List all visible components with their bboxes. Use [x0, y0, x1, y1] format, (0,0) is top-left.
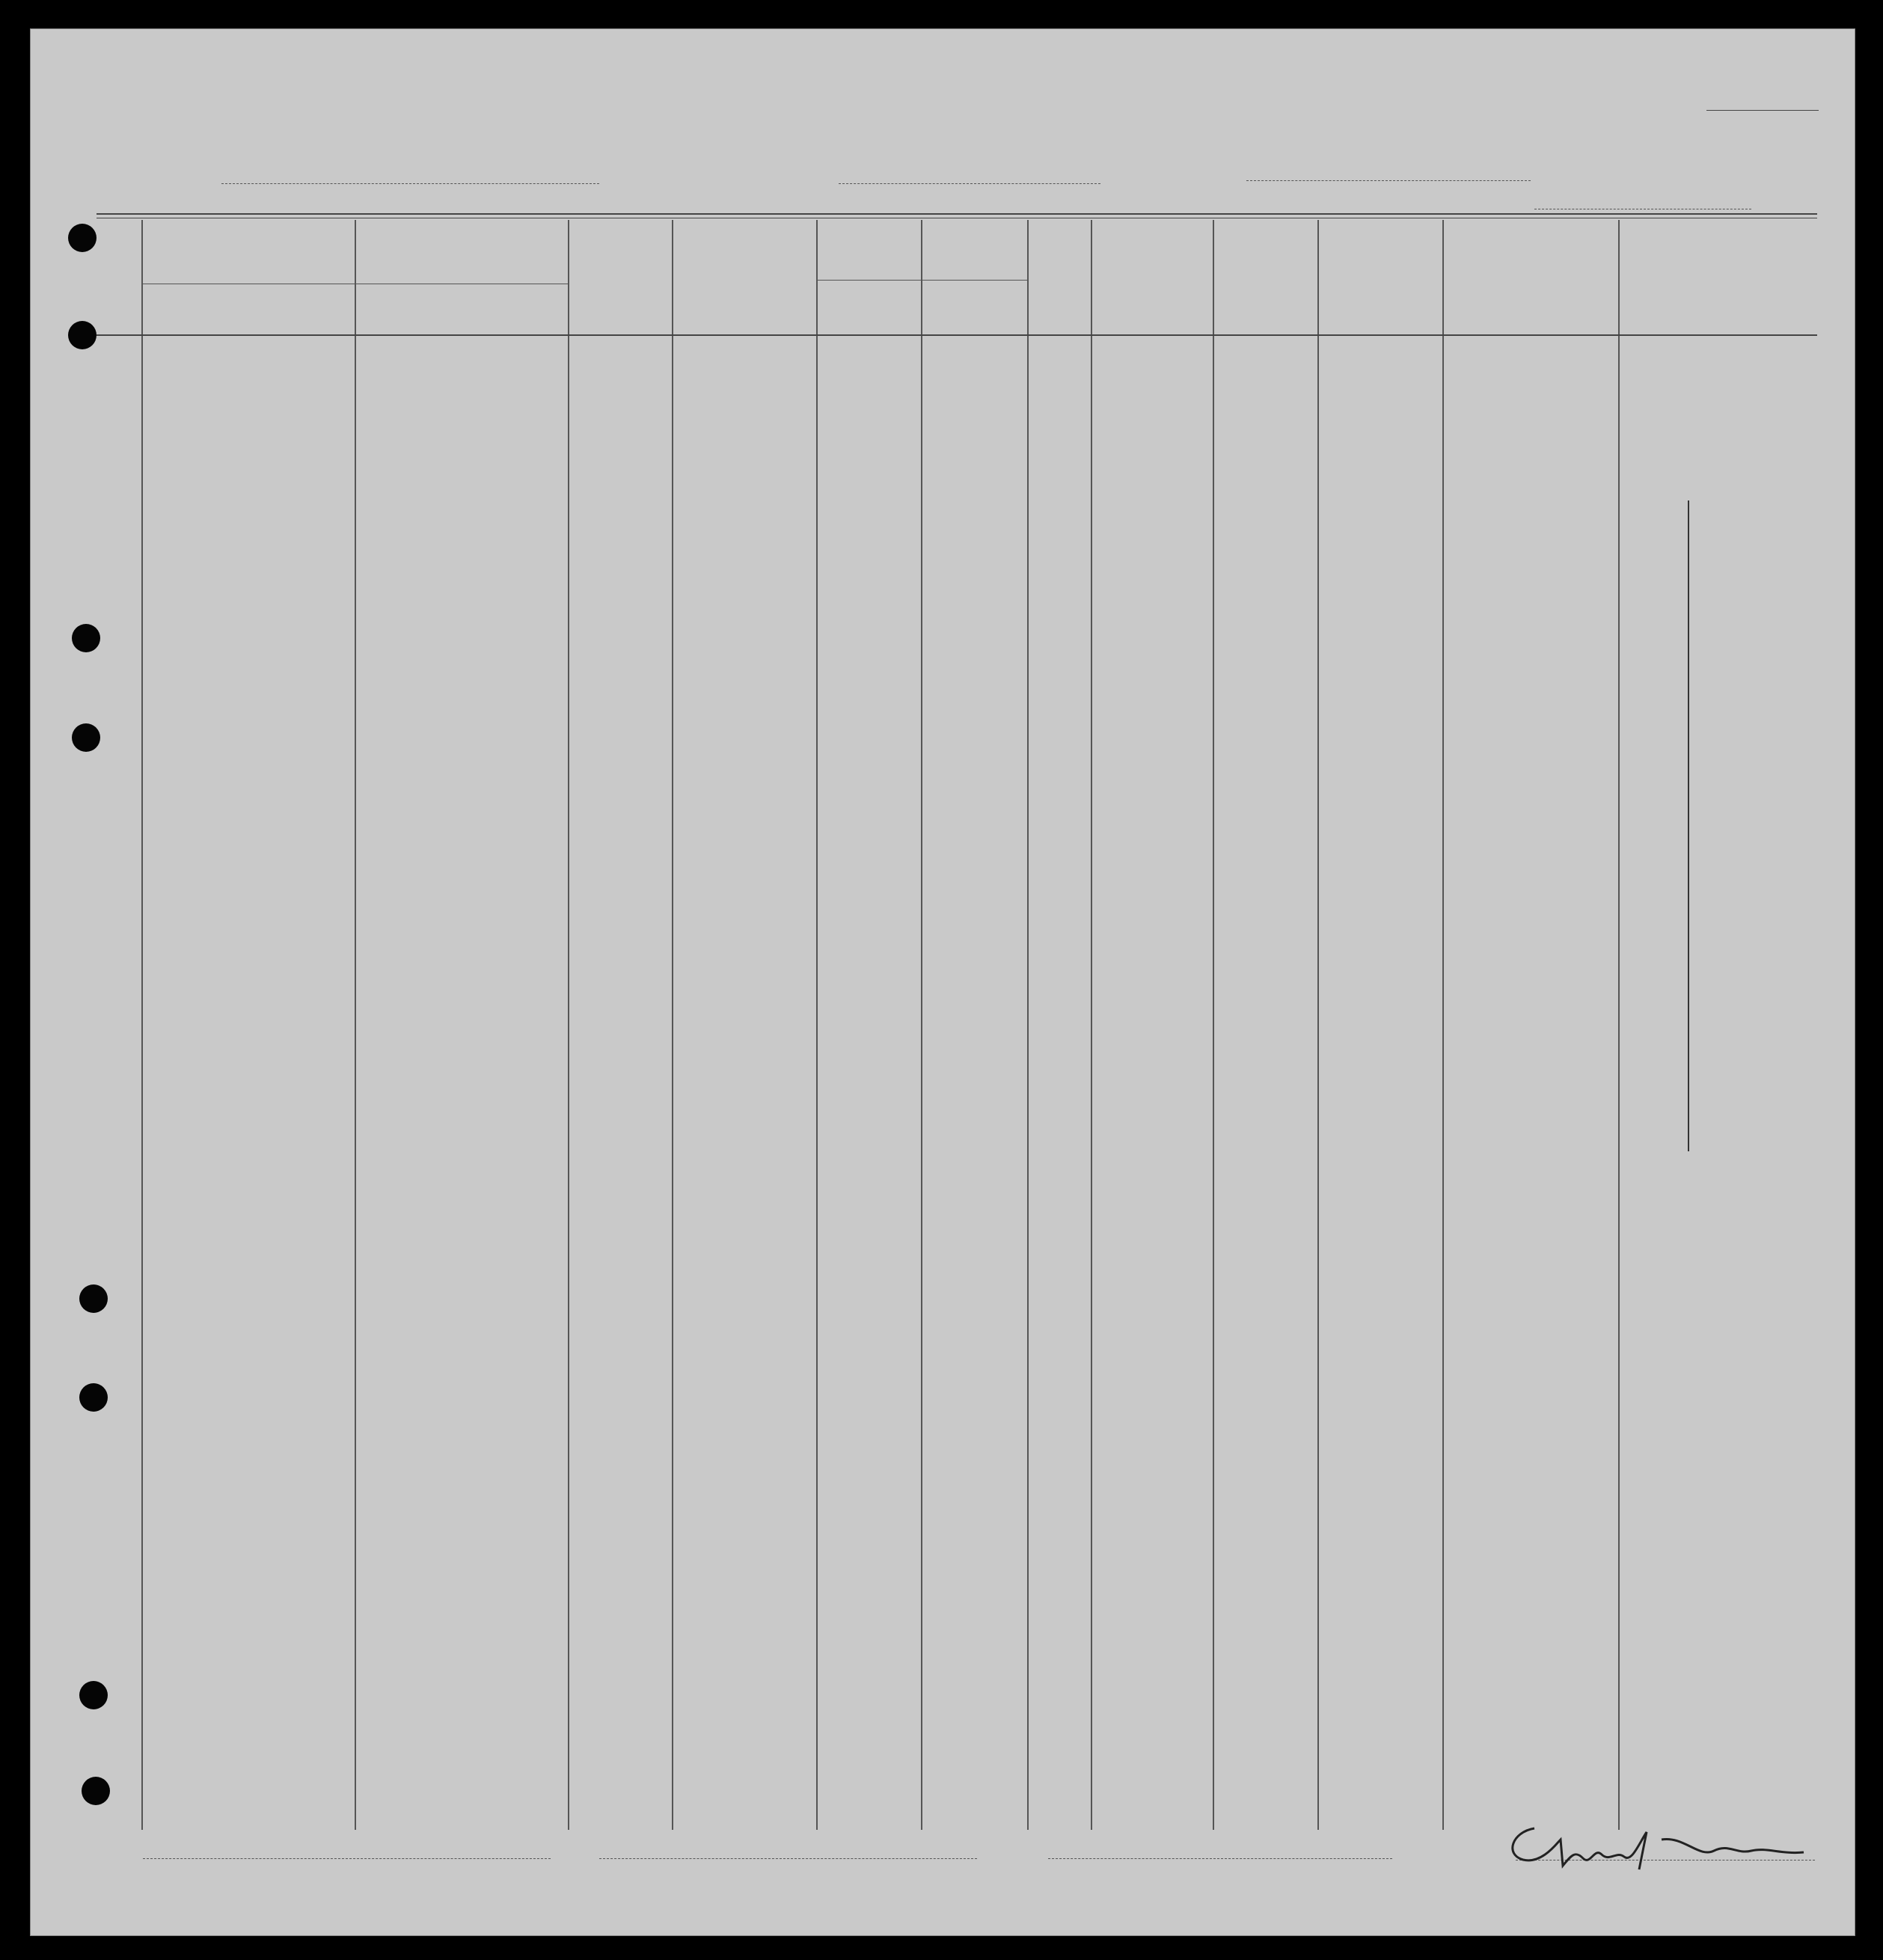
punch-hole: [72, 624, 100, 652]
punch-hole: [79, 1284, 108, 1313]
sheet-number: [1706, 110, 1819, 111]
punch-hole: [68, 321, 97, 349]
punch-hole: [79, 1681, 108, 1709]
vessel-name: [221, 183, 599, 184]
manifest-sheet: [30, 28, 1855, 1936]
port-of-arrival: [1246, 180, 1531, 181]
officer-signature-icon: [1489, 1813, 1819, 1881]
punch-hole: [79, 1383, 108, 1412]
port-of-departure: [839, 183, 1100, 184]
action-bracket-line: [1688, 500, 1689, 1151]
punch-hole: [72, 723, 100, 752]
punch-hole: [68, 224, 97, 252]
punch-hole: [82, 1777, 110, 1805]
